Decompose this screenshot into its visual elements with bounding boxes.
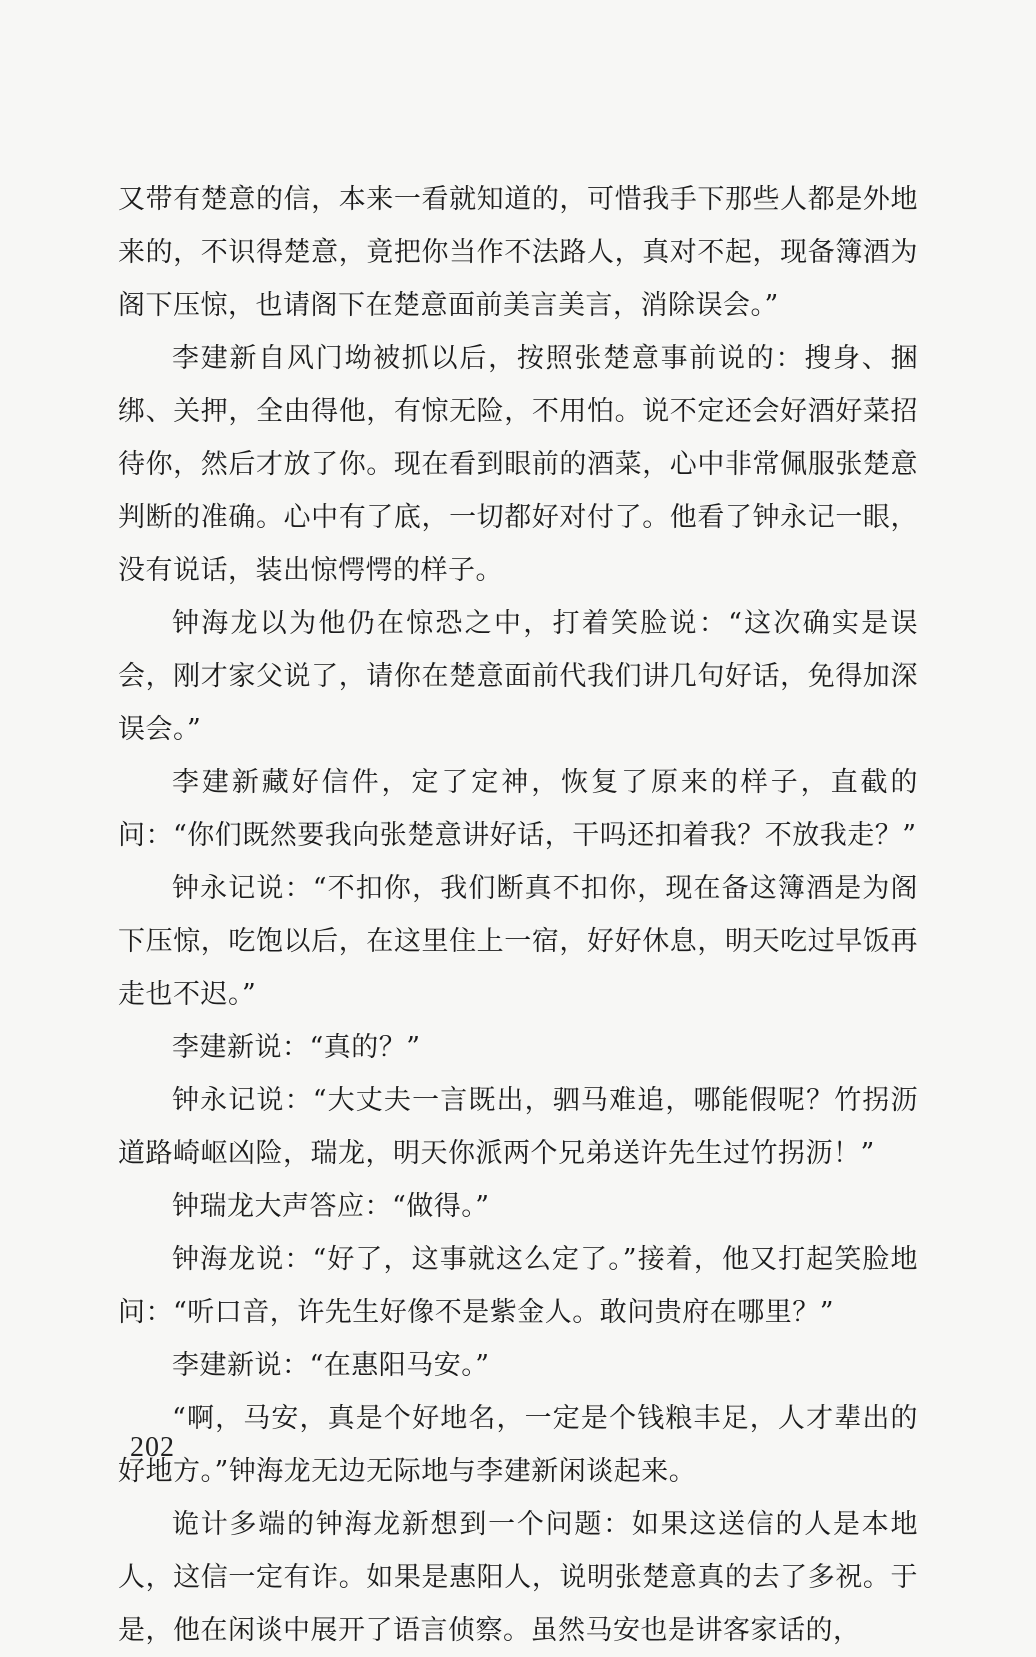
page-number: 202 bbox=[130, 1432, 175, 1463]
body-text bbox=[118, 173, 918, 1657]
paragraph-8: 钟瑞龙大声答应：“做得。” bbox=[172, 1191, 490, 1222]
paragraph-12: 诡计多端的钟海龙新想到一个问题：如果这送信的人是本地人，这信一定有诈。如果是惠阳人，说明张楚意真的去了多祝。于是，他在闲谈中展开了语言侦察。虽然马安也是讲客家话的， bbox=[118, 1509, 918, 1646]
paragraph-7: 钟永记说：“大丈夫一言既出，驷马难追，哪能假呢？竹拐沥道路崎岖凶险，瑞龙，明天你派两个兄弟送许先生过竹拐沥！” bbox=[118, 1085, 918, 1169]
paragraph-5: 钟永记说：“不扣你，我们断真不扣你，现在备这簿酒是为阁下压惊，吃饱以后，在这里住上一宿，好好休息，明天吃过早饭再走也不迟。” bbox=[118, 873, 918, 1010]
paragraph-6: 李建新说：“真的？” bbox=[172, 1032, 421, 1063]
paragraph-3: 钟海龙以为他仍在惊恐之中，打着笑脸说：“这次确实是误会，刚才家父说了，请你在楚意面前代我们讲几句好话，免得加深误会。” bbox=[118, 608, 918, 745]
paragraph-9: 钟海龙说：“好了，这事就这么定了。”接着，他又打起笑脸地问：“听口音，许先生好像不是紫金人。敢问贵府在哪里？” bbox=[118, 1244, 918, 1328]
paragraph-11: “啊，马安，真是个好地名，一定是个钱粮丰足，人才辈出的好地方。”钟海龙无边无际地与李建新闲谈起来。 bbox=[118, 1403, 918, 1487]
paragraph-2: 李建新自风门坳被抓以后，按照张楚意事前说的：搜身、捆绑、关押，全由得他，有惊无险，不用怕。说不定还会好酒好菜招待你，然后才放了你。现在看到眼前的酒菜，心中非常佩服张楚意判断的准确。心中有了底，一切都好对付了。他看了钟永记一眼，没有说话，装出惊愕愕的样子。 bbox=[118, 343, 918, 586]
paragraph-10: 李建新说：“在惠阳马安。” bbox=[172, 1350, 490, 1381]
paragraph-4: 李建新藏好信件，定了定神，恢复了原来的样子，直截的问：“你们既然要我向张楚意讲好话，干吗还扣着我？不放我走？” bbox=[118, 767, 918, 851]
paragraph-1: 又带有楚意的信，本来一看就知道的，可惜我手下那些人都是外地来的，不识得楚意，竟把你当作不法路人，真对不起，现备簿酒为阁下压惊，也请阁下在楚意面前美言美言，消除误会。” bbox=[118, 184, 918, 321]
